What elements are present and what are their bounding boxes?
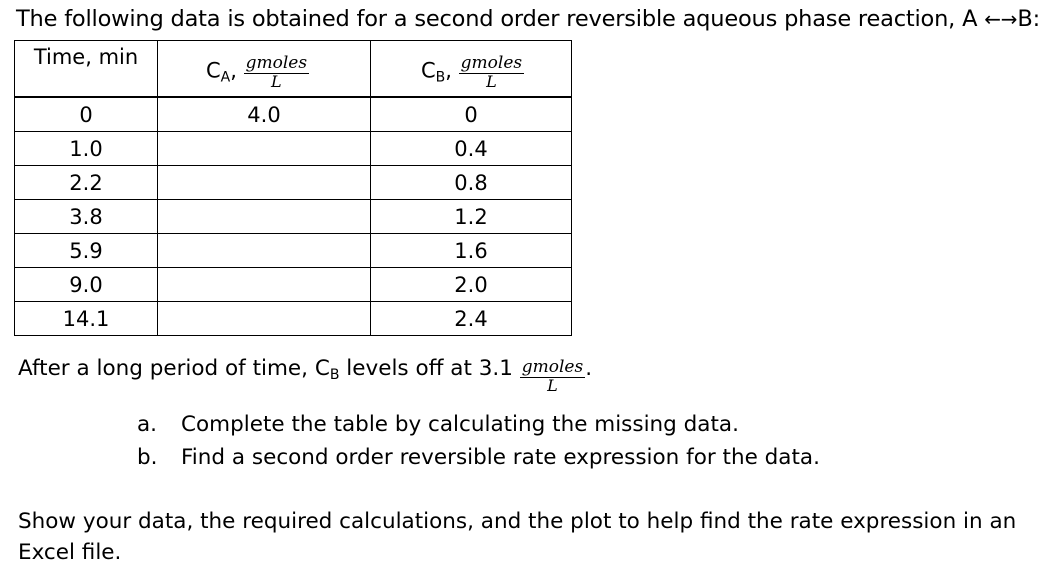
task-label: a. (137, 412, 158, 437)
cb-unit-numerator: gmoles (460, 53, 523, 73)
list-item (137, 441, 820, 474)
table-row (15, 132, 572, 166)
time-cell: 0 (15, 97, 158, 132)
ca-unit-numerator: gmoles (245, 53, 308, 73)
ca-cell (158, 200, 371, 234)
time-cell: 9.0 (15, 268, 158, 302)
ca-symbol: C (206, 58, 221, 83)
table-row (15, 97, 572, 132)
cb-subscript: B (435, 69, 446, 86)
time-cell: 14.1 (15, 302, 158, 336)
after-value-text: levels off at 3.1 (339, 356, 520, 381)
time-cell: 5.9 (15, 234, 158, 268)
time-header-label: Time, min (33, 45, 139, 69)
task-list (137, 408, 820, 474)
cb-cell: 1.2 (371, 200, 572, 234)
table-row (15, 234, 572, 268)
table-header-row (15, 41, 572, 98)
equilibrium-statement (18, 356, 592, 394)
cb-cell: 2.0 (371, 268, 572, 302)
ca-cell (158, 132, 371, 166)
problem-intro (16, 6, 1040, 32)
time-cell: 1.0 (15, 132, 158, 166)
table-row (15, 200, 572, 234)
after-unit (520, 357, 585, 394)
ca-subscript: A (220, 69, 231, 86)
time-header (15, 41, 158, 98)
task-text: Complete the table by calculating the missing data. (181, 412, 739, 437)
ca-cell (158, 166, 371, 200)
data-table (14, 40, 572, 336)
excel-instruction: Show your data, the required calculations, and the plot to help find the rate expression in an Excel file. (18, 509, 1017, 565)
time-cell: 3.8 (15, 200, 158, 234)
after-unit-numerator: gmoles (521, 357, 584, 377)
cb-unit-denominator: L (486, 72, 497, 91)
ca-header: $C_A$, $\frac{\text{gmoles}}{L}$ (158, 41, 371, 98)
intro-suffix: B: (1017, 6, 1040, 32)
ca-cell (158, 302, 371, 336)
after-period: . (585, 356, 593, 381)
after-unit-denominator: L (547, 376, 558, 395)
cb-header: $C_B$, $\frac{\text{gmoles}}{L}$ (371, 41, 572, 98)
ca-cell (158, 268, 371, 302)
table-row (15, 268, 572, 302)
ca-unit (244, 53, 309, 90)
ca-unit-denominator: L (271, 72, 282, 91)
after-text: After a long period of time, C (18, 356, 330, 381)
ca-cell: 4.0 (158, 97, 371, 132)
table-row (15, 166, 572, 200)
cb-cell: 0.4 (371, 132, 572, 166)
cb-cell: 0 (371, 97, 572, 132)
cb-cell: 0.8 (371, 166, 572, 200)
cb-cell: 1.6 (371, 234, 572, 268)
cb-cell: 2.4 (371, 302, 572, 336)
intro-text: The following data is obtained for a second order reversible aqueous phase reaction, A (16, 6, 985, 32)
task-label: b. (137, 445, 158, 470)
ca-cell (158, 234, 371, 268)
table-row (15, 302, 572, 336)
time-cell: 2.2 (15, 166, 158, 200)
task-text: Find a second order reversible rate expression for the data. (181, 445, 820, 470)
cb-unit (459, 53, 524, 90)
list-item (137, 408, 820, 441)
cb-symbol: C (421, 58, 436, 83)
reversible-arrow-icon: ←→ (984, 7, 1018, 31)
after-subscript: B (329, 367, 340, 383)
